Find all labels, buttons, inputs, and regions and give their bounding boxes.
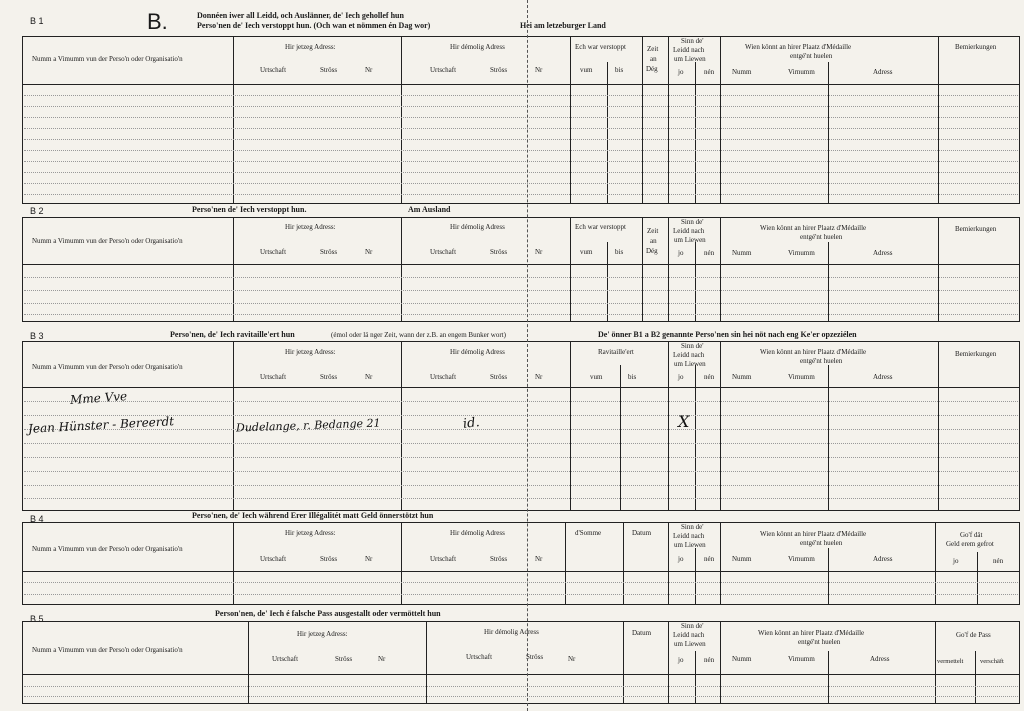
b2-col-medal-2: entgé'nt huelen <box>800 233 843 241</box>
b1-col-hidden <box>570 36 571 203</box>
b1-title-location: Hei am letzeburger Land <box>520 21 606 30</box>
b3-col-nr: Nr <box>365 373 373 381</box>
b4-col-given-yes: jo <box>953 557 959 565</box>
b4-col-medal-1: Wien könnt an hirer Plaatz d'Médaille <box>760 530 867 538</box>
section-code-b1: B 1 <box>30 16 44 26</box>
b2-col-current <box>233 217 234 321</box>
b5-col-lives-2: Leidd nach <box>673 631 705 639</box>
b5-col-lives-1: Sinn de' <box>681 622 704 630</box>
b5-col-current-addr: Hir jetzeg Adress: <box>297 630 348 638</box>
b1-title-line1: Donnéen iwer all Leidd, och Auslänner, de' Iech gehollef hun <box>197 11 404 20</box>
b4-col-yes: jo <box>678 555 684 563</box>
b2-col-hidden: Ech war verstoppt <box>575 223 626 231</box>
b2-col-street-2: Ströss <box>490 248 508 256</box>
b2-title-location: Am Ausland <box>408 205 451 214</box>
b4-col-given-2: Geld erem gefrot <box>946 540 994 548</box>
b1-col-remarks: Bemierkungen <box>955 43 997 51</box>
b2-row <box>24 314 1018 315</box>
b5-col-left <box>22 621 23 703</box>
section-code-b5: B 5 <box>30 614 44 624</box>
b3-col-lives-3: um Liewen <box>674 360 706 368</box>
b1-col-street: Ströss <box>320 66 338 74</box>
b1-row <box>24 95 1018 96</box>
b1-row <box>24 172 1018 173</box>
b4-col-lives <box>668 522 669 604</box>
b2-header-rule <box>22 264 1020 265</box>
b3-row <box>24 443 1018 444</box>
b2-col-medal-split <box>828 242 829 321</box>
b1-col-former <box>401 36 402 203</box>
b4-col-medal-split <box>828 548 829 604</box>
b2-col-from: vum <box>580 248 593 256</box>
b1-row <box>24 150 1018 151</box>
b4-col-sum <box>565 522 566 604</box>
b3-col-former-addr: Hir démolig Adress <box>450 348 505 356</box>
b1-col-medal-2: entgé'nt huelen <box>790 52 833 60</box>
b2-col-time-3: Dég <box>646 247 658 255</box>
b1-col-time <box>642 36 643 203</box>
b3-col-medal-1: Wien könnt an hirer Plaatz d'Médaille <box>760 348 867 356</box>
b4-col-street-2: Ströss <box>490 555 508 563</box>
b2-col-current-addr: Hir jetzeg Adress: <box>285 223 336 231</box>
b1-col-right <box>1019 36 1020 203</box>
b5-col-nr-2: Nr <box>568 655 576 663</box>
b4-col-date <box>623 522 624 604</box>
b5-col-medal-2: entgé'nt huelen <box>798 638 841 646</box>
b5-col-procured: verschäft <box>980 658 1004 665</box>
b1-col-lives-3: um Liewen <box>674 55 706 63</box>
b2-col-left <box>22 217 23 321</box>
b5-col-yes: jo <box>678 656 684 664</box>
b1-col-time-1: Zeit <box>647 45 659 53</box>
b4-col-right <box>1019 522 1020 604</box>
b3-col-current-addr: Hir jetzeg Adress: <box>285 348 336 356</box>
b4-col-sum: d'Somme <box>575 529 602 537</box>
b3-col-yes: jo <box>678 373 684 381</box>
b2-col-former <box>401 217 402 321</box>
b4-col-surname: Numm <box>732 555 752 563</box>
b3-col-right <box>1019 341 1020 510</box>
b3-top-rule <box>22 341 1020 342</box>
b5-col-pass: Go'f de Pass <box>956 631 991 639</box>
section-code-b4: B 4 <box>30 514 44 524</box>
b1-row <box>24 106 1018 107</box>
b3-col-street-2: Ströss <box>490 373 508 381</box>
b4-col-given-1: Go'f dät <box>960 531 983 539</box>
b3-row <box>24 401 1018 402</box>
b2-col-firstname: Virnumm <box>788 249 815 257</box>
b1-col-medal <box>720 36 721 203</box>
b1-col-address: Adress <box>873 68 893 76</box>
b1-top-rule <box>22 36 1020 37</box>
b1-row <box>24 128 1018 129</box>
b5-col-street: Ströss <box>335 655 353 663</box>
b2-col-address: Adress <box>873 249 893 257</box>
b2-col-yes: jo <box>678 249 684 257</box>
b1-row <box>24 161 1018 162</box>
b4-row <box>24 594 1018 595</box>
b1-col-time-3: Dég <box>646 65 658 73</box>
b2-bottom-rule <box>22 321 1020 322</box>
b4-col-address: Adress <box>873 555 893 563</box>
b5-col-no: nén <box>704 656 715 664</box>
b5-col-firstname: Virnumm <box>788 655 815 663</box>
b4-col-no: nén <box>704 555 715 563</box>
b1-col-hidden: Ech war verstoppt <box>575 43 626 51</box>
b3-col-yes-no <box>695 365 696 510</box>
b1-col-lives <box>668 36 669 203</box>
b3-col-street: Ströss <box>320 373 338 381</box>
b4-bottom-rule <box>22 604 1020 605</box>
b5-bottom-rule <box>22 703 1020 704</box>
b4-col-locality: Urtschaft <box>260 555 287 563</box>
b4-col-yes-no <box>695 548 696 604</box>
b2-col-nr: Nr <box>365 248 373 256</box>
handwritten-title: Mme Vve <box>69 389 128 407</box>
form-letter: B. <box>147 9 168 34</box>
b2-col-yes-no <box>695 242 696 321</box>
b2-col-from-to <box>607 242 608 321</box>
b2-col-street: Ströss <box>320 248 338 256</box>
b4-col-medal-2: entgé'nt huelen <box>800 539 843 547</box>
b3-row <box>24 498 1018 499</box>
b3-title: Perso'nen, de' Iech ravitaille'ert hun <box>170 330 295 339</box>
b5-col-lives-3: um Liewen <box>674 640 706 648</box>
b3-col-firstname: Virnumm <box>788 373 815 381</box>
b3-title-note: (émol oder lä nger Zeit, wann der z.B. an engem Bunker wort) <box>331 331 506 339</box>
b1-col-former-addr: Hir démolig Adress <box>450 43 505 51</box>
b1-col-current-addr: Hir jetzeg Adress: <box>285 43 336 51</box>
b1-col-nr: Nr <box>365 66 373 74</box>
b3-col-medal-split <box>828 365 829 510</box>
b5-title: Person'nen, de' Iech é falsche Pass ausgestallt oder vermöttelt hun <box>215 609 441 618</box>
b3-col-from: vum <box>590 373 603 381</box>
b2-col-right <box>1019 217 1020 321</box>
b3-row <box>24 471 1018 472</box>
b4-header-rule <box>22 571 1020 572</box>
b1-col-remarks <box>938 36 939 203</box>
b3-col-supply: Ravitaille'ert <box>598 348 634 356</box>
b2-col-lives-3: um Liewen <box>674 236 706 244</box>
b2-col-name: Numm a Vimumm vun der Perso'n oder Organisatio'n <box>32 237 183 245</box>
b4-title: Perso'nen, de' Iech während Erer Illégalitét matt Geld önnerstötzt hun <box>192 511 434 520</box>
b3-col-to: bis <box>628 373 637 381</box>
b1-header-rule <box>22 84 1020 85</box>
b5-col-nr: Nr <box>378 655 386 663</box>
b1-col-locality: Urtschaft <box>260 66 287 74</box>
b5-col-name: Numm a Vimumm vun der Perso'n oder Organisatio'n <box>32 646 183 654</box>
b2-col-time-1: Zeit <box>647 227 659 235</box>
b4-col-name: Numm a Vimumm vun der Perso'n oder Organisatio'n <box>32 545 183 553</box>
b4-col-lives-2: Leidd nach <box>673 532 705 540</box>
b3-col-lives-2: Leidd nach <box>673 351 705 359</box>
b2-col-remarks <box>938 217 939 321</box>
b4-col-current <box>233 522 234 604</box>
b1-row <box>24 194 1018 195</box>
b3-col-remarks: Bemierkungen <box>955 350 997 358</box>
b4-col-former <box>401 522 402 604</box>
b1-title-line2: Perso'nen de' Iech verstoppt hun. (Och wan et nömmen én Dag wor) <box>197 21 431 30</box>
b2-row <box>24 277 1018 278</box>
b1-col-yes-no <box>695 62 696 203</box>
b4-col-date: Datum <box>632 529 652 537</box>
b1-col-time-2: an <box>650 55 657 63</box>
b4-col-firstname: Virnumm <box>788 555 815 563</box>
b1-col-no: nén <box>704 68 715 76</box>
b2-row <box>24 290 1018 291</box>
b1-col-from-to <box>607 62 608 203</box>
handwritten-check-mark: X <box>678 412 690 431</box>
b2-col-time <box>642 217 643 321</box>
b5-col-right <box>1019 621 1020 703</box>
b1-col-yes: jo <box>678 68 684 76</box>
b5-col-address: Adress <box>870 655 890 663</box>
b1-row <box>24 183 1018 184</box>
b4-col-former-addr: Hir démolig Adress <box>450 529 505 537</box>
b1-col-left <box>22 36 23 203</box>
b2-col-lives <box>668 217 669 321</box>
b1-col-locality-2: Urtschaft <box>430 66 457 74</box>
b4-row <box>24 582 1018 583</box>
b2-col-lives-2: Leidd nach <box>673 227 705 235</box>
b4-col-street: Ströss <box>320 555 338 563</box>
b5-top-rule <box>22 621 1020 622</box>
b2-col-locality: Urtschaft <box>260 248 287 256</box>
b4-col-given-no: nén <box>993 557 1004 565</box>
b5-col-surname: Numm <box>732 655 752 663</box>
b5-col-lives <box>668 621 669 703</box>
b1-col-name: Numm a Vimumm vun der Perso'n oder Organisatio'n <box>32 55 183 63</box>
b2-col-lives-1: Sinn de' <box>681 218 704 226</box>
b3-header-rule <box>22 387 1020 388</box>
b1-col-current <box>233 36 234 203</box>
b4-col-lives-3: um Liewen <box>674 541 706 549</box>
b3-col-medal-2: entgé'nt huelen <box>800 357 843 365</box>
b4-col-nr-2: Nr <box>535 555 543 563</box>
section-code-b2: B 2 <box>30 206 44 216</box>
b3-col-no: nén <box>704 373 715 381</box>
b4-top-rule <box>22 522 1020 523</box>
b1-col-medal-split <box>828 62 829 203</box>
b2-col-locality-2: Urtschaft <box>430 248 457 256</box>
b5-col-date: Datum <box>632 629 652 637</box>
section-code-b3: B 3 <box>30 331 44 341</box>
b1-bottom-rule <box>22 203 1020 204</box>
b5-col-medal <box>720 621 721 703</box>
b5-col-former <box>426 621 427 703</box>
b4-col-given-split <box>977 552 978 604</box>
handwritten-name: Jean Hünster - Bereerdt <box>27 414 175 436</box>
b1-row <box>24 139 1018 140</box>
b2-col-former-addr: Hir démolig Adress <box>450 223 505 231</box>
b2-col-to: bis <box>615 248 624 256</box>
b3-col-nr-2: Nr <box>535 373 543 381</box>
b5-col-former-addr: Hir démolig Adress <box>484 628 539 636</box>
b1-col-medal-1: Wien könnt an hirer Plaatz d'Médaille <box>745 43 852 51</box>
b1-col-lives-1: Sinn de' <box>681 37 704 45</box>
b3-title-2: De' önner B1 a B2 genannte Perso'nen sin hei nöt nach eng Ke'er opzeziélen <box>598 330 857 339</box>
b2-col-hidden <box>570 217 571 321</box>
b3-row <box>24 429 1018 430</box>
b1-col-from: vum <box>580 66 593 74</box>
b5-col-date <box>623 621 624 703</box>
b5-header-rule <box>22 674 1020 675</box>
b3-col-locality: Urtschaft <box>260 373 287 381</box>
b3-col-address: Adress <box>873 373 893 381</box>
b4-col-left <box>22 522 23 604</box>
b4-col-medal <box>720 522 721 604</box>
b2-row <box>24 303 1018 304</box>
b5-col-locality: Urtschaft <box>272 655 299 663</box>
b2-col-medal-1: Wien könnt an hirer Plaatz d'Médaille <box>760 224 867 232</box>
b3-col-name: Numm a Vimumm vun der Perso'n oder Organisatio'n <box>32 363 183 371</box>
b2-col-no: nén <box>704 249 715 257</box>
b3-row <box>24 485 1018 486</box>
b1-col-nr-2: Nr <box>535 66 543 74</box>
b1-col-street-2: Ströss <box>490 66 508 74</box>
b5-col-current <box>248 621 249 703</box>
handwritten-idem: id. <box>462 415 481 432</box>
handwritten-address: Dudelange, r. Bedange 21 <box>235 416 381 435</box>
b4-col-nr: Nr <box>365 555 373 563</box>
b5-col-street-2: Ströss <box>526 653 544 661</box>
b3-col-surname: Numm <box>732 373 752 381</box>
b2-col-nr-2: Nr <box>535 248 543 256</box>
b3-col-locality-2: Urtschaft <box>430 373 457 381</box>
page-fold-line <box>527 0 528 711</box>
b5-row <box>24 696 1018 697</box>
b1-row <box>24 117 1018 118</box>
b1-col-surname: Numm <box>732 68 752 76</box>
b5-col-pass <box>935 621 936 703</box>
b5-col-locality-2: Urtschaft <box>466 653 493 661</box>
b4-col-locality-2: Urtschaft <box>430 555 457 563</box>
b5-col-medal-1: Wien könnt an hirer Plaatz d'Médaille <box>758 629 865 637</box>
b2-title: Perso'nen de' Iech verstoppt hun. <box>192 205 307 214</box>
b2-col-time-2: an <box>650 237 657 245</box>
b4-col-current-addr: Hir jetzeg Adress: <box>285 529 336 537</box>
b3-bottom-rule <box>22 510 1020 511</box>
b3-col-from-to <box>620 365 621 510</box>
b2-col-medal <box>720 217 721 321</box>
b1-col-firstname: Virnumm <box>788 68 815 76</box>
b1-col-lives-2: Leidd nach <box>673 46 705 54</box>
b2-col-remarks: Bemierkungen <box>955 225 997 233</box>
b3-col-left <box>22 341 23 510</box>
b2-col-surname: Numm <box>732 249 752 257</box>
b3-col-lives-1: Sinn de' <box>681 342 704 350</box>
b4-col-lives-1: Sinn de' <box>681 523 704 531</box>
b4-col-given <box>935 522 936 604</box>
b5-col-issued: vermettelt <box>937 658 964 665</box>
b2-top-rule <box>22 217 1020 218</box>
b3-row <box>24 457 1018 458</box>
b5-row <box>24 686 1018 687</box>
b1-col-to: bis <box>615 66 624 74</box>
